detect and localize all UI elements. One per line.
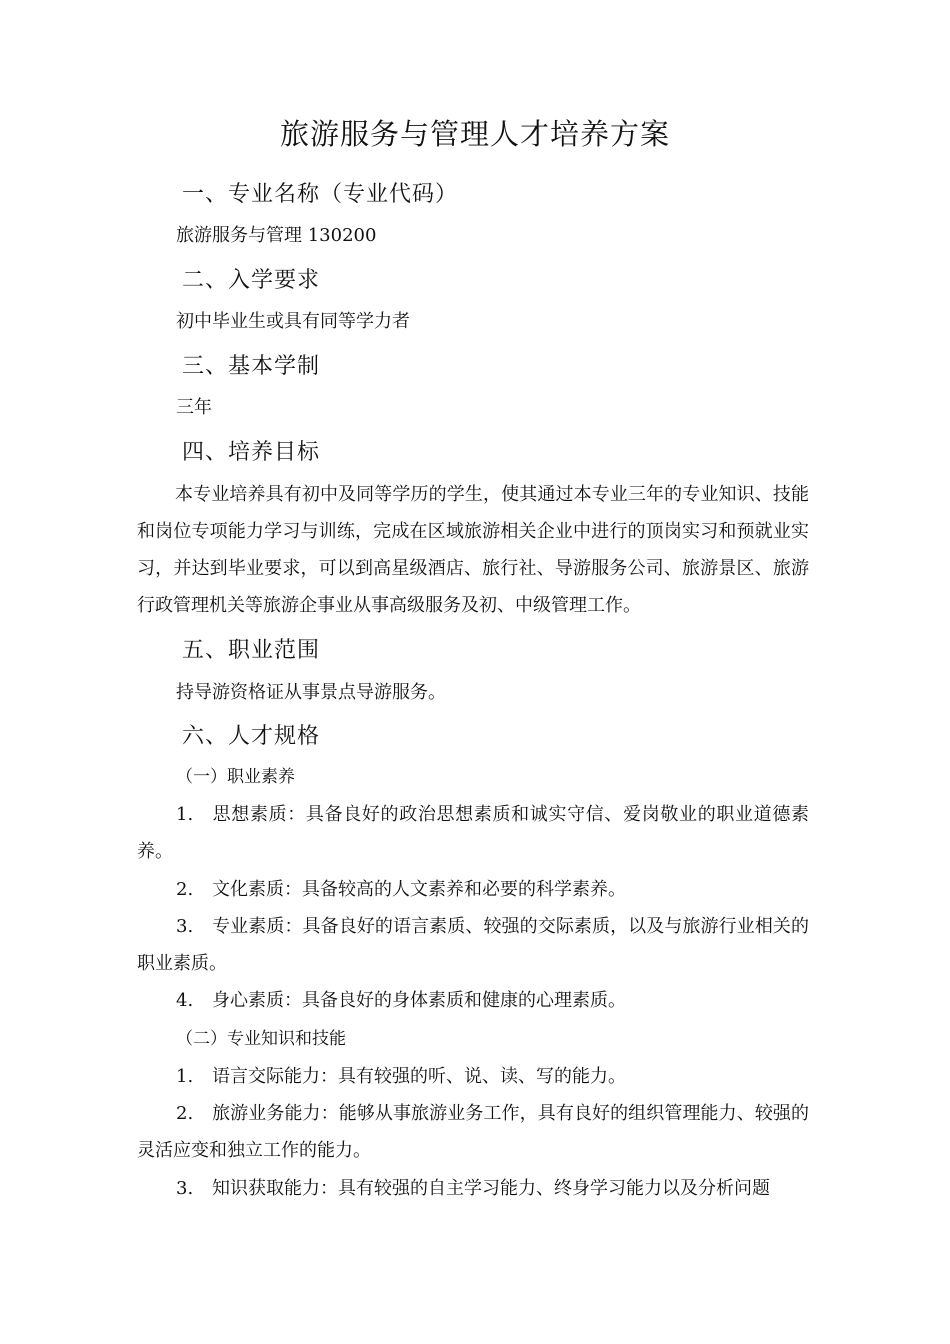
list-item-text: 知识获取能力：具有较强的自主学习能力、终身学习能力以及分析问题 bbox=[212, 1178, 770, 1199]
subsection-heading-1: （一）职业素养 bbox=[176, 767, 295, 787]
list-item-number: 1. bbox=[176, 1066, 194, 1087]
section-body-5: 持导游资格证从事景点导游服务。 bbox=[176, 682, 446, 703]
section-body-2: 初中毕业生或具有同等学力者 bbox=[176, 311, 410, 332]
section-heading-4: 四、培养目标 bbox=[182, 440, 321, 465]
list-item bbox=[137, 1170, 809, 1207]
list-item-text: 旅游业务能力：能够从事旅游业务工作，具有良好的组织管理能力、较强的灵活应变和独立工作的能力。 bbox=[137, 1103, 809, 1161]
list-item bbox=[137, 871, 809, 908]
list-item bbox=[137, 796, 809, 870]
section-heading-2: 二、入学要求 bbox=[182, 268, 321, 293]
section-heading-3: 三、基本学制 bbox=[182, 354, 321, 379]
document-title: 旅游服务与管理人才培养方案 bbox=[279, 117, 670, 151]
section-body-1: 旅游服务与管理 130200 bbox=[176, 225, 377, 246]
section-heading-5: 五、职业范围 bbox=[182, 638, 321, 663]
list-item bbox=[137, 1058, 809, 1095]
list-item bbox=[137, 908, 809, 982]
list-item-number: 3. bbox=[176, 916, 194, 937]
list-item-text: 文化素质：具备较高的人文素养和必要的科学素养。 bbox=[212, 879, 626, 900]
list-item-number: 4. bbox=[176, 990, 194, 1011]
list-item-text: 身心素质：具备良好的身体素质和健康的心理素质。 bbox=[212, 990, 626, 1011]
section-body-4: 本专业培养具有初中及同等学历的学生，使其通过本专业三年的专业知识、技能和岗位专项能力学习与训练，完成在区域旅游相关企业中进行的顶岗实习和预就业实习，并达到毕业要求，可以到高星级酒店、旅行社、导游服务公司、旅游景区、旅游行政管理机关等旅游企事业从事高级服务及初、中级管理工作。 bbox=[137, 484, 809, 616]
section-heading-1: 一、专业名称（专业代码） bbox=[182, 182, 459, 207]
section-heading-6: 六、人才规格 bbox=[182, 724, 321, 749]
list-item-number: 2. bbox=[176, 879, 194, 900]
list-item-number: 3. bbox=[176, 1178, 194, 1199]
list-item bbox=[137, 982, 809, 1019]
list-item-text: 语言交际能力：具有较强的听、说、读、写的能力。 bbox=[212, 1066, 626, 1087]
list-item-number: 1. bbox=[176, 804, 194, 825]
list-item-number: 2. bbox=[176, 1103, 194, 1124]
list-item-text: 专业素质：具备良好的语言素质、较强的交际素质，以及与旅游行业相关的职业素质。 bbox=[137, 916, 809, 974]
section-body-3: 三年 bbox=[176, 397, 212, 418]
list-item bbox=[137, 1095, 809, 1169]
list-item-text: 思想素质：具备良好的政治思想素质和诚实守信、爱岗敬业的职业道德素养。 bbox=[137, 804, 809, 862]
subsection-heading-2: （二）专业知识和技能 bbox=[176, 1029, 346, 1049]
